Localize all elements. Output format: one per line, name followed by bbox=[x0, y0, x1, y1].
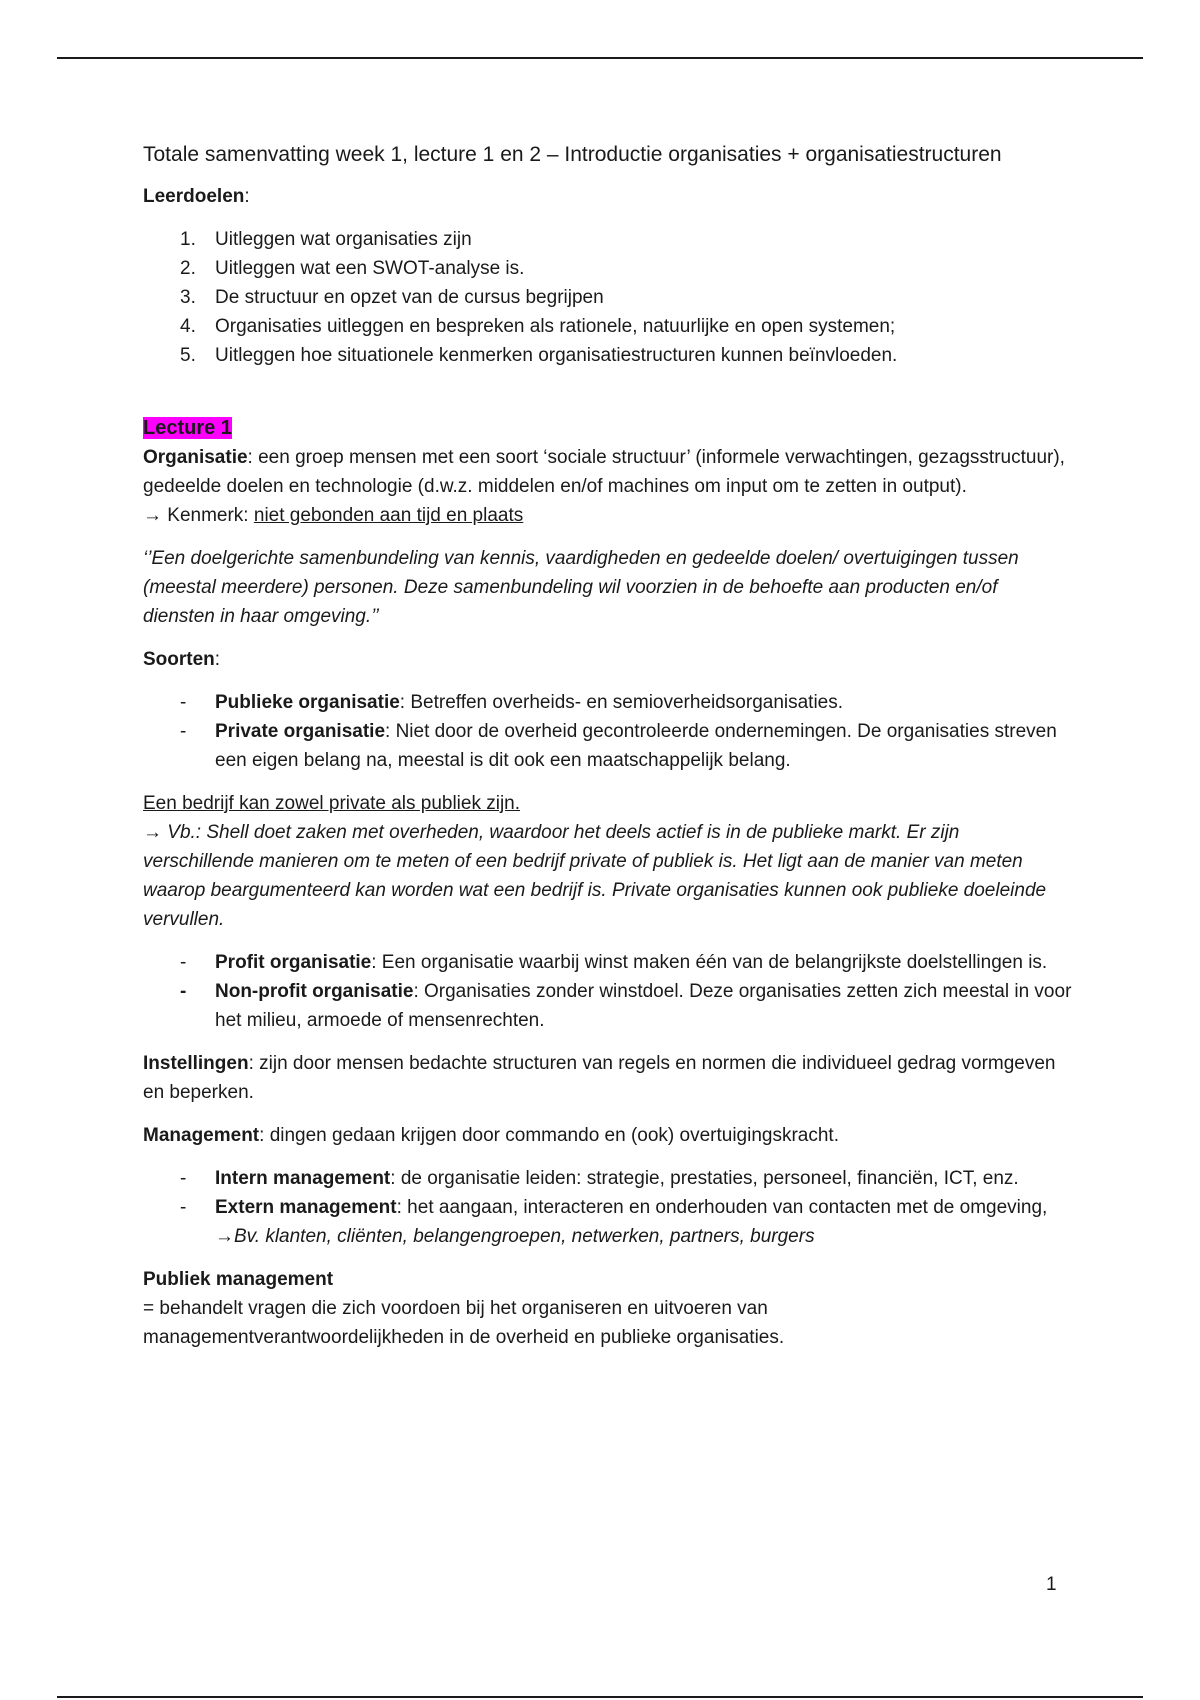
instellingen-def: : zijn door mensen bedachte structuren van regels en normen die individueel gedrag vormgeven en beperken. bbox=[143, 1053, 1056, 1103]
management-term: Management bbox=[143, 1125, 260, 1146]
header-rule bbox=[57, 57, 1143, 59]
lecture-label: Lecture 1 bbox=[143, 417, 232, 439]
list-def: : het aangaan, interacteren en onderhouden van contacten met de omgeving, bbox=[396, 1197, 1048, 1218]
leerdoelen-list bbox=[143, 225, 1073, 370]
list-term: Private organisatie bbox=[215, 721, 386, 742]
profit-list bbox=[143, 948, 1073, 1035]
list-text: Uitleggen hoe situationele kenmerken organisatiestructuren kunnen beïnvloeden. bbox=[215, 345, 898, 366]
list-term: Profit organisatie bbox=[215, 952, 372, 973]
list-term: Intern management bbox=[215, 1168, 391, 1189]
list-item bbox=[143, 283, 1073, 312]
organisatie-term: Organisatie bbox=[143, 447, 248, 468]
list-def: : de organisatie leiden: strategie, prestaties, personeel, financiën, ICT, enz. bbox=[390, 1168, 1019, 1189]
list-def: : Betreffen overheids- en semioverheidsorganisaties. bbox=[399, 692, 844, 713]
list-item bbox=[143, 1164, 1073, 1193]
instellingen-definition bbox=[143, 1049, 1073, 1107]
leerdoelen-heading-text: Leerdoelen bbox=[143, 186, 245, 207]
dash-bullet: - bbox=[180, 952, 187, 973]
publiek-heading-text: Publiek management bbox=[143, 1269, 334, 1290]
management-def: : dingen gedaan krijgen door commando en (ook) overtuigingskracht. bbox=[259, 1125, 839, 1146]
publiek-definition: = behandelt vragen die zich voordoen bij het organiseren en uitvoeren van managementverantwoordelijkheden in de overheid en publieke organisaties. bbox=[143, 1298, 785, 1348]
organisatie-quote: ‘’Een doelgerichte samenbundeling van kennis, vaardigheden en gedeelde doelen/ overtuigingen tussen (meestal meerdere) personen. Deze samenbundeling wil voorzien in de behoefte aan producten en/of diensten in haar omgeving.’’ bbox=[143, 548, 1019, 627]
list-text: Organisaties uitleggen en bespreken als rationele, natuurlijke en open systemen; bbox=[215, 316, 896, 337]
list-item bbox=[143, 254, 1073, 283]
dash-bullet: - bbox=[180, 721, 187, 742]
list-def: : Niet door de overheid gecontroleerde ondernemingen. De organisaties streven een eigen belang na, meestal is dit ook een maatschappelijk belang. bbox=[215, 721, 1057, 771]
kenmerk-value: niet gebonden aan tijd en plaats bbox=[253, 505, 524, 526]
bedrijf-statement: Een bedrijf kan zowel private als publiek zijn. bbox=[143, 793, 521, 814]
list-number: 1. bbox=[180, 229, 196, 250]
instellingen-term: Instellingen bbox=[143, 1053, 249, 1074]
publiek-heading bbox=[143, 1265, 1073, 1294]
organisatie-definition bbox=[143, 443, 1073, 501]
document-page bbox=[143, 140, 1073, 1352]
extern-example: Bv. klanten, cliënten, belangengroepen, netwerken, partners, burgers bbox=[234, 1226, 815, 1247]
lecture-label-row bbox=[143, 414, 1073, 443]
list-number: 2. bbox=[180, 258, 196, 279]
leerdoelen-heading: Leerdoelen: bbox=[143, 186, 250, 207]
arrow-right-icon: → bbox=[143, 822, 162, 843]
list-number: 5. bbox=[180, 345, 196, 366]
management-definition bbox=[143, 1121, 1073, 1150]
bedrijf-example-text: Vb.: Shell doet zaken met overheden, waardoor het deels actief is in de publieke markt. Er zijn verschillende manieren om te meten of een bedrijf private of publiek is. Het ligt aan de manier van meten waarop beargumenteerd kan worden wat een bedrijf is. Private organisaties kunnen ook publieke doeleinde vervullen. bbox=[143, 822, 1047, 930]
soorten-heading-text: Soorten bbox=[143, 649, 215, 670]
list-item bbox=[143, 977, 1073, 1035]
list-text: De structuur en opzet van de cursus begrijpen bbox=[215, 287, 604, 308]
bedrijf-example bbox=[143, 818, 1073, 934]
soorten-heading: Soorten: bbox=[143, 649, 221, 670]
dash-bullet: - bbox=[180, 1197, 187, 1218]
management-list bbox=[143, 1164, 1073, 1251]
list-item bbox=[143, 312, 1073, 341]
list-item bbox=[143, 341, 1073, 370]
page-number: 1 bbox=[1046, 1574, 1057, 1595]
list-item bbox=[143, 1193, 1073, 1251]
list-text: Uitleggen wat een SWOT-analyse is. bbox=[215, 258, 525, 279]
document-title: Totale samenvatting week 1, lecture 1 en 2 – Introductie organisaties + organisatiestructuren bbox=[143, 143, 1002, 166]
list-term: Non-profit organisatie bbox=[215, 981, 414, 1002]
list-term: Publieke organisatie bbox=[215, 692, 400, 713]
list-def: : Organisaties zonder winstdoel. Deze organisaties zetten zich meestal in voor het milieu, armoede of mensenrechten. bbox=[215, 981, 1072, 1031]
dash-bullet: - bbox=[180, 981, 187, 1002]
list-item bbox=[143, 688, 1073, 717]
list-item bbox=[143, 948, 1073, 977]
list-item bbox=[143, 717, 1073, 775]
arrow-right-icon: → bbox=[215, 1226, 234, 1247]
list-item bbox=[143, 225, 1073, 254]
list-number: 3. bbox=[180, 287, 196, 308]
soorten-list bbox=[143, 688, 1073, 775]
kenmerk-line bbox=[143, 501, 1073, 530]
list-term: Extern management bbox=[215, 1197, 397, 1218]
list-number: 4. bbox=[180, 316, 196, 337]
organisatie-def: : een groep mensen met een soort ‘sociale structuur’ (informele verwachtingen, gezagsstructuur), gedeelde doelen en technologie (d.w.z. middelen en/of machines om input om te zetten in output). bbox=[143, 447, 1065, 497]
list-text: Uitleggen wat organisaties zijn bbox=[215, 229, 472, 250]
dash-bullet: - bbox=[180, 692, 187, 713]
footer-rule bbox=[57, 1696, 1143, 1698]
kenmerk-label: Kenmerk: bbox=[162, 505, 254, 526]
dash-bullet: - bbox=[180, 1168, 187, 1189]
list-def: : Een organisatie waarbij winst maken één van de belangrijkste doelstellingen is. bbox=[371, 952, 1048, 973]
arrow-right-icon: → bbox=[143, 505, 162, 526]
